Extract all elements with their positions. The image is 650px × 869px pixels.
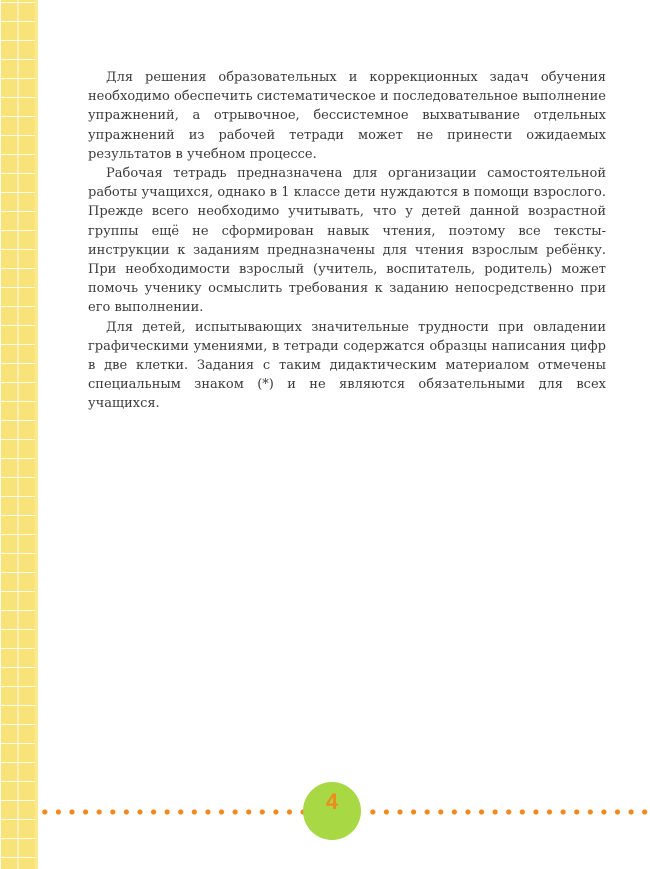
grid-margin-strip (0, 0, 38, 869)
paragraph-1: Для решения образовательных и коррекционных задач обучения необходимо обеспечить систематическое и последовательное выполнение упражнений, а отрывочное, бессистемное выхватывание отдельных упражнений из рабочей тетради может не принести ожидаемых результатов в учебном процессе. (88, 70, 606, 162)
page-number: 4 (325, 789, 339, 814)
paragraph-2: Рабочая тетрадь предназначена для организации самостоятельной работы учащихся, однако в 1 классе дети нуждаются в помощи взрослого. Прежде всего необходимо учитывать, что у детей данной возрастной группы ещё не сформирован навык чтения, поэтому все тексты-инструкции к заданиям предназначены для чтения взрослым ребёнку. При необходимости взрослый (учитель, воспитатель, родитель) может помочь ученику осмыслить требования к заданию непосредственно при его выполнении. (88, 166, 606, 316)
paragraph-3: Для детей, испытывающих значительные трудности при овладении графическими умениями, в тетради содержатся образцы написания цифр в две клетки. Задания с таким дидактическим материалом отмечены специальным знаком (*) и не являются обязательными для всех учащихся. (88, 319, 606, 412)
body-text (88, 68, 606, 414)
dotted-rule-left (38, 809, 304, 815)
page-number-badge (303, 782, 361, 840)
dotted-rule-right (366, 809, 650, 815)
